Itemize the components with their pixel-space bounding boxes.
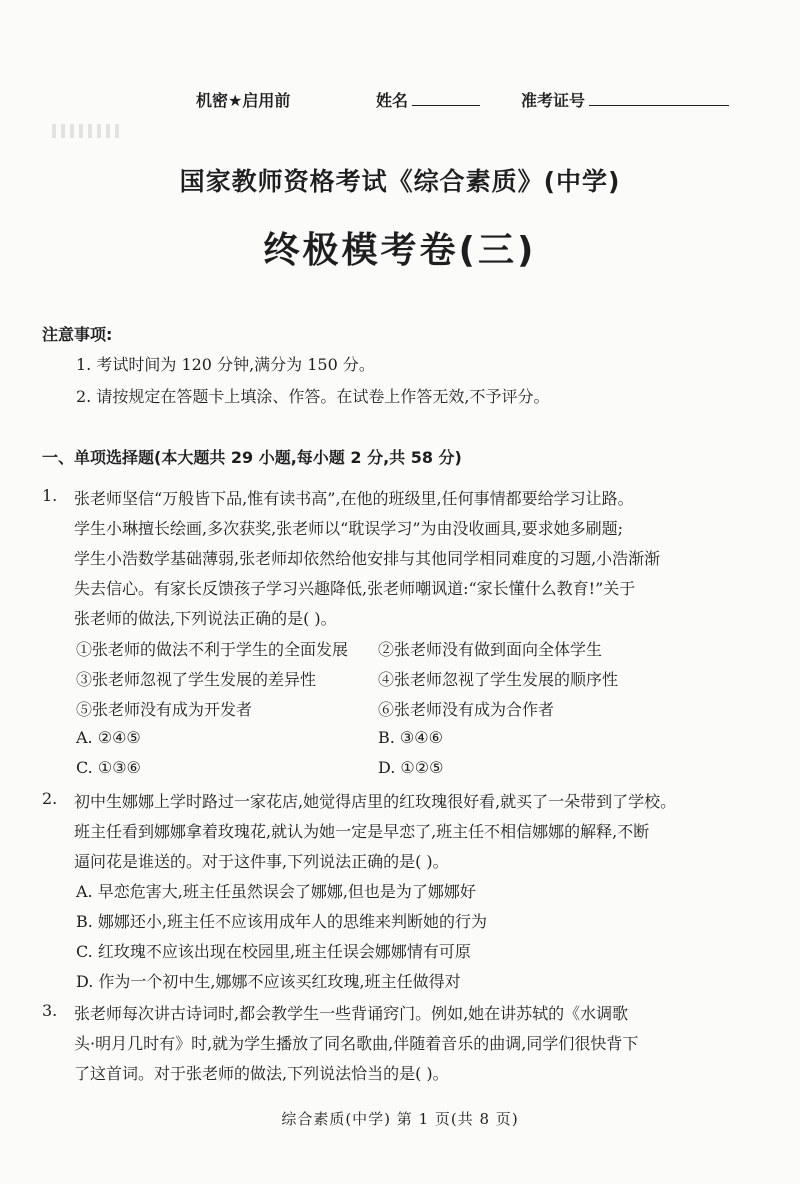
question-text-line: 张老师每次讲古诗词时,都会教学生一些背诵窍门。例如,她在讲苏轼的《水调歌 [74, 1004, 629, 1023]
question-text-line: 了这首词。对于张老师的做法,下列说法恰当的是( )。 [74, 1064, 449, 1083]
question-number: 2. [42, 789, 58, 808]
name-blank [412, 91, 480, 106]
exam-id-field [521, 88, 729, 111]
statement-item: ⑥张老师没有成为合作者 [378, 700, 555, 719]
statement-item: ②张老师没有做到面向全体学生 [378, 640, 603, 659]
answer-option: C. 红玫瑰不应该出现在校园里,班主任误会娜娜情有可原 [76, 942, 471, 961]
answer-option: D. 作为一个初中生,娜娜不应该买红玫瑰,班主任做得对 [76, 972, 461, 991]
name-field [376, 88, 480, 111]
confidential-label: 机密★启用前 [196, 91, 291, 110]
answer-option: B. 娜娜还小,班主任不应该用成年人的思维来判断她的行为 [76, 912, 488, 931]
question-text-line: 学生小琳擅长绘画,多次获奖,张老师以“耽误学习”为由没收画具,要求她多刷题; [74, 519, 624, 538]
question-text-line: 学生小浩数学基础薄弱,张老师却依然给他安排与其他同学相同难度的习题,小浩渐渐 [74, 549, 661, 568]
question-number: 1. [42, 486, 58, 505]
exam-title: 国家教师资格考试《综合素质》(中学) [179, 167, 621, 196]
notice-item: 2. 请按规定在答题卡上填涂、作答。在试卷上作答无效,不予评分。 [76, 387, 550, 406]
statement-item: ④张老师忽视了学生发展的顺序性 [378, 670, 619, 689]
question-text-line: 班主任看到娜娜拿着玫瑰花,就认为她一定是早恋了,班主任不相信娜娜的解释,不断 [74, 822, 650, 841]
answer-option: C. ①③⑥ [76, 758, 141, 777]
statement-item: ①张老师的做法不利于学生的全面发展 [76, 640, 349, 659]
answer-option: D. ①②⑤ [378, 758, 444, 777]
name-label: 姓名 [376, 91, 409, 110]
answer-option: A. 早恋危害大,班主任虽然误会了娜娜,但也是为了娜娜好 [76, 882, 476, 901]
question-text-line: 头·明月几时有》时,就为学生播放了同名歌曲,伴随着音乐的曲调,同学们很快背下 [74, 1034, 639, 1053]
question-text-line: 张老师的做法,下列说法正确的是( )。 [74, 609, 337, 628]
question-text-line: 张老师坚信“万般皆下品,惟有读书高”,在他的班级里,任何事情都要给学习让路。 [74, 489, 634, 508]
exam-id-blank [589, 91, 729, 106]
exam-subtitle: 终极模考卷(三) [263, 230, 537, 271]
statement-item: ⑤张老师没有成为开发者 [76, 700, 253, 719]
page-footer: 综合素质(中学) 第 1 页(共 8 页) [281, 1110, 519, 1128]
question-text-line: 逼问花是谁送的。对于这件事,下列说法正确的是( )。 [74, 852, 449, 871]
notice-item: 1. 考试时间为 120 分钟,满分为 150 分。 [76, 355, 375, 374]
exam-id-label: 准考证号 [521, 91, 586, 110]
answer-option: A. ②④⑤ [76, 728, 141, 747]
question-text-line: 初中生娜娜上学时路过一家花店,她觉得店里的红玫瑰很好看,就买了一朵带到了学校。 [74, 792, 677, 811]
section-heading: 一、单项选择题(本大题共 29 小题,每小题 2 分,共 58 分) [42, 448, 462, 467]
scan-smudge [52, 124, 124, 138]
answer-option: B. ③④⑥ [378, 728, 443, 747]
question-text-line: 失去信心。有家长反馈孩子学习兴趣降低,张老师嘲讽道:“家长懂什么教育!”关于 [74, 579, 636, 598]
question-number: 3. [42, 1001, 58, 1020]
notice-heading: 注意事项: [42, 325, 113, 344]
statement-item: ③张老师忽视了学生发展的差异性 [76, 670, 317, 689]
